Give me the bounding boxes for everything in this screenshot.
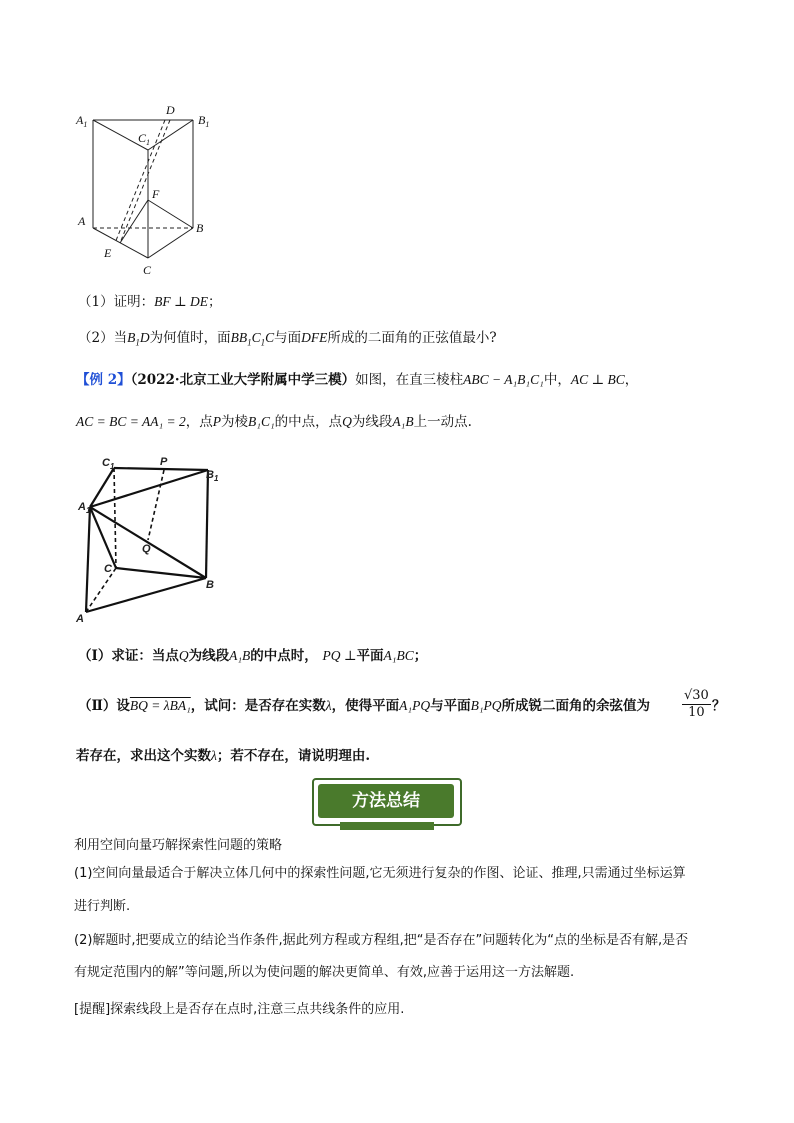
label-a1: $A_1$ xyxy=(76,113,88,129)
question2-part1: （Ⅰ）求证：当点Q为线段A₁B的中点时， PQ ⊥平面A₁BC； xyxy=(78,648,428,664)
label-d: D xyxy=(166,103,175,117)
example-tag: 【例 2】 xyxy=(76,372,131,388)
label-b1: $B_1$ xyxy=(206,469,219,483)
label-a: A xyxy=(78,214,86,228)
question1-part2: （2）当$B_1D$为何值时，面$BB_1C_1C$与面DFE所成的二面角的正弦值最小? xyxy=(78,330,497,348)
method-item2-line2: 有规定范围内的解”等问题,所以为使问题的解决更简单、有效,应善于运用这一方法解题. xyxy=(74,965,575,980)
example2-line2: AC = BC = AA₁ = 2，点P为棱B₁C₁的中点，点Q为线段A₁B上一动点. xyxy=(76,414,472,430)
label-c1: $C_1$ xyxy=(138,131,151,147)
cosine-fraction: $\frac{√30}{10}$ xyxy=(684,688,709,720)
prism-figure-1 xyxy=(70,100,220,280)
method-item1-line1: (1)空间向量最适合于解决立体几何中的探索性问题,它无须进行复杂的作图、论证、推理,只需通过坐标运算 xyxy=(74,866,686,881)
label-p: P xyxy=(160,456,168,468)
method-item2-line1: (2)解题时,把要成立的结论当作条件,据此列方程或方程组,把“是否存在”问题转化为“点的坐标是否有解,是否 xyxy=(74,933,689,948)
question1-part1: （1）证明：BF ⊥ DE； xyxy=(78,294,222,310)
label-b: B xyxy=(206,579,214,591)
label-b: B xyxy=(196,221,204,235)
label-e: E xyxy=(104,246,112,260)
label-c: C xyxy=(104,563,112,575)
question2-part2: （Ⅱ）设BQ = λBA₁，试问：是否存在实数λ，使得平面A₁PQ与平面B₁PQ所成锐二面角的余弦值为 xyxy=(78,698,651,714)
method-summary-badge xyxy=(312,778,462,830)
question2-part3: 若存在，求出这个实数λ；若不存在，请说明理由. xyxy=(76,748,371,764)
prism-figure-2 xyxy=(70,452,230,624)
method-tip: [提醒]探索线段上是否存在点时,注意三点共线条件的应用. xyxy=(74,1002,405,1017)
label-c: C xyxy=(143,263,152,277)
example2-line1: 【例 2】（2022·北京工业大学附属中学三模）如图，在直三棱柱ABC − A₁B₁C₁中，AC ⊥ BC， xyxy=(76,372,639,388)
label-b1: $B_1$ xyxy=(198,113,210,129)
method-intro: 利用空间向量巧解探索性问题的策略 xyxy=(74,838,283,853)
badge-title: 方法总结 xyxy=(318,784,454,818)
label-f: F xyxy=(152,187,160,201)
question2-part2-end: ？ xyxy=(712,698,726,714)
label-a1: $A_1$ xyxy=(78,501,91,515)
label-q: Q xyxy=(142,543,151,555)
vector-expression: BQ = λBA₁ xyxy=(129,698,191,713)
method-item1-line2: 进行判断. xyxy=(74,899,131,914)
label-a: A xyxy=(76,613,84,624)
badge-bar xyxy=(340,822,434,830)
label-c1: $C_1$ xyxy=(102,457,115,471)
